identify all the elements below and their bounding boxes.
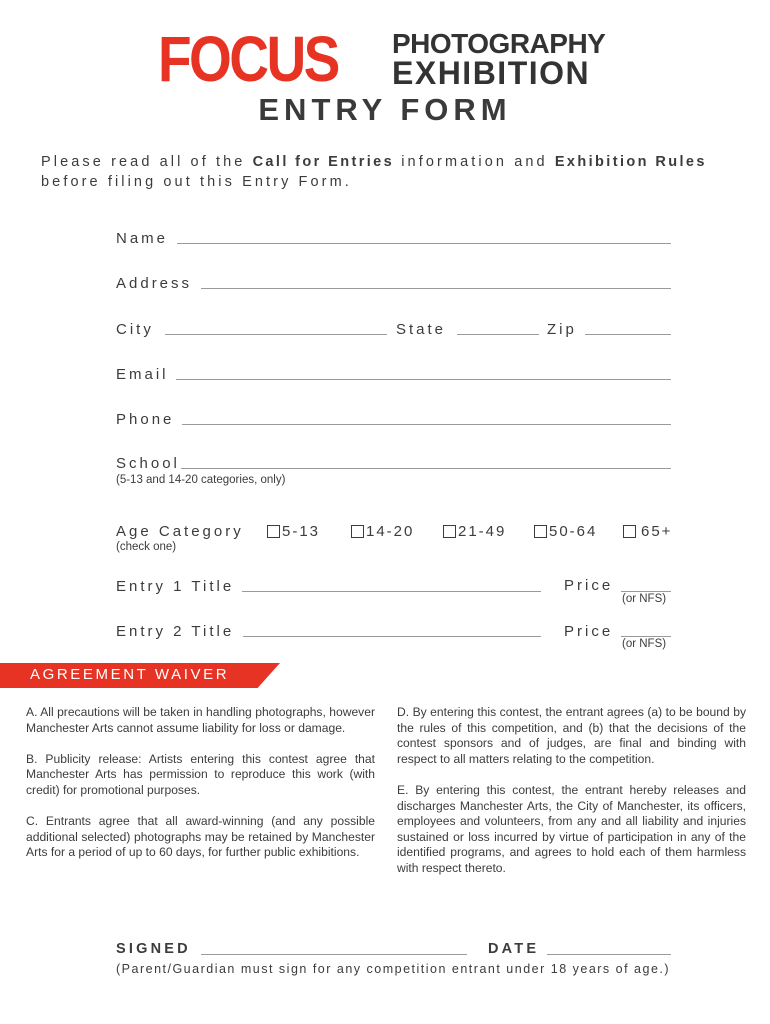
phone-label: Phone [116,411,175,428]
age-option-21-49: 21-49 [458,523,507,540]
entry-2-nfs-note: (or NFS) [622,638,667,650]
date-label: DATE [488,941,540,957]
state-field[interactable] [457,334,539,335]
waiver-clause-c: C. Entrants agree that all award-winning (and any possible additional selected) photographs may be retained by Manchester Arts for a period of up to 60 days, for further public exhibitions. [26,814,375,860]
entry-2-price-label: Price [564,623,614,640]
age-category-note: (check one) [116,541,177,553]
school-label: School [116,455,180,472]
name-label: Name [116,230,169,247]
intro-part-1: Please read all of the [41,154,253,170]
age-checkbox-65-plus[interactable] [623,525,636,538]
city-label: City [116,321,154,338]
waiver-heading: AGREEMENT WAIVER [30,666,230,683]
school-field[interactable] [181,468,671,469]
email-label: Email [116,366,169,383]
entry-1-label: Entry 1 Title [116,578,235,595]
waiver-clause-d: D. By entering this contest, the entrant agrees (a) to be bound by the rules of this competition, and (b) that the decisions of the contest sponsors and of judges, are final and binding with respect to all matters relating to the competition. [397,705,746,766]
age-checkbox-50-64[interactable] [534,525,547,538]
intro-exhibition-rules: Exhibition Rules [554,154,707,170]
entry-1-nfs-note: (or NFS) [622,593,667,605]
age-option-5-13: 5-13 [282,523,321,540]
state-label: State [396,321,447,338]
intro-part-3: before filing out this Entry Form. [41,174,352,190]
age-checkbox-5-13[interactable] [267,525,280,538]
city-field[interactable] [165,334,387,335]
email-field[interactable] [176,379,671,380]
entry-2-price-field[interactable] [621,636,671,637]
waiver-clause-b: B. Publicity release: Artists entering this contest agree that Manchester Arts has permission to reproduce this work (with credit) for promotional purposes. [26,751,375,797]
age-category-label: Age Category [116,523,244,540]
signature-field[interactable] [201,954,467,955]
logo-photography: PHOTOGRAPHY [392,28,606,59]
entry-1-title-field[interactable] [242,591,541,592]
phone-field[interactable] [182,424,671,425]
intro-text [41,152,707,192]
entry-1-price-field[interactable] [621,591,671,592]
entry-1-price-label: Price [564,577,614,594]
age-checkbox-21-49[interactable] [443,525,456,538]
page-title: ENTRY FORM [258,92,512,127]
age-option-50-64: 50-64 [549,523,598,540]
school-note: (5-13 and 14-20 categories, only) [116,474,286,486]
signed-label: SIGNED [116,941,191,957]
guardian-note: (Parent/Guardian must sign for any competition entrant under 18 years of age.) [116,962,671,976]
entry-2-label: Entry 2 Title [116,623,235,640]
name-field[interactable] [177,243,671,244]
address-field[interactable] [201,288,671,289]
waiver-clause-e: E. By entering this contest, the entrant hereby releases and discharges Manchester Arts, the City of Manchester, its officers, employees and volunteers, from any and all liability and injuries sustained or loss incurred by virtue of participation in any of the identified programs, and agrees to hold each of them harmless with respect thereto. [397,782,746,875]
waiver-left-column [26,705,375,877]
date-field[interactable] [547,954,671,955]
intro-part-2: information and [394,154,555,170]
intro-call-for-entries: Call for Entries [252,154,395,170]
entry-2-title-field[interactable] [243,636,541,637]
logo-exhibition: EXHIBITION [392,55,591,91]
logo-focus: FOCUS [158,23,338,95]
waiver-right-column [397,705,746,892]
age-option-65-plus: 65+ [641,523,673,540]
waiver-clause-a: A. All precautions will be taken in handling photographs, however Manchester Arts cannot assume liability for loss or damage. [26,705,375,735]
address-label: Address [116,275,193,292]
zip-field[interactable] [585,334,671,335]
age-checkbox-14-20[interactable] [351,525,364,538]
age-option-14-20: 14-20 [366,523,415,540]
zip-label: Zip [547,321,577,338]
